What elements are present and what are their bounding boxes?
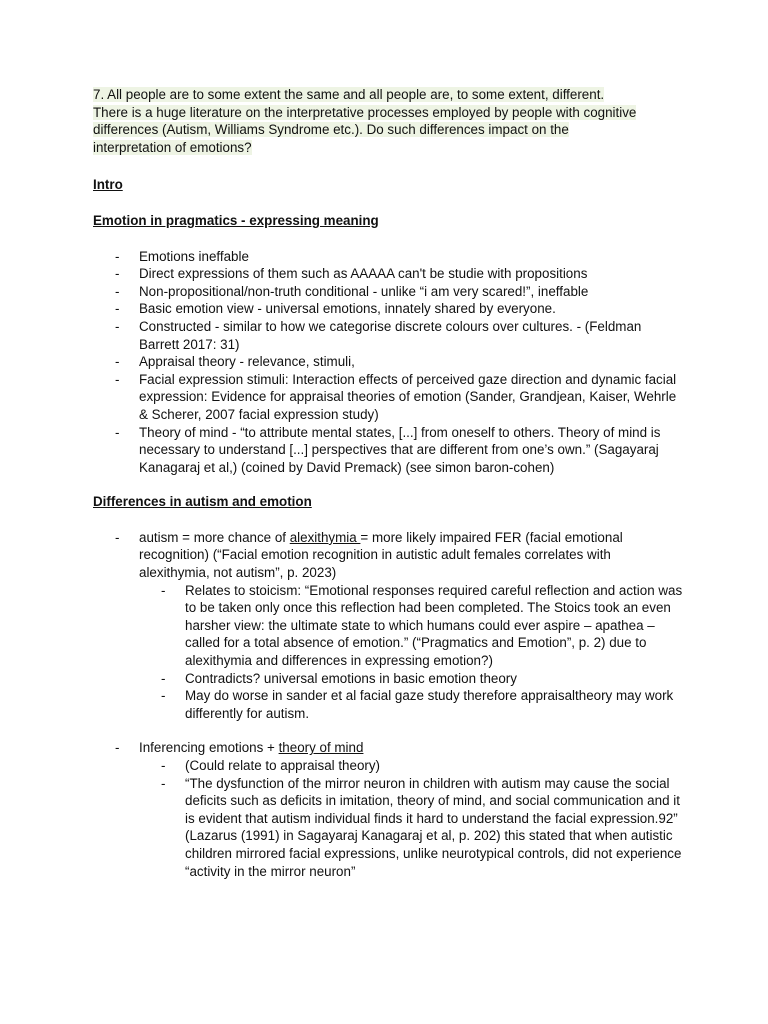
sub-list-item: - Contradicts? universal emotions in basic emotion theory [139,670,683,688]
question-paragraph [93,86,683,156]
question-line: interpretation of emotions? [93,139,252,155]
autism-sublist [139,582,683,723]
pragmatics-list [93,248,683,477]
sub-list-item: - May do worse in sander et al facial gaze study therefore appraisaltheory may work differently for autism. [139,687,683,722]
list-item: - Emotions ineffable [93,248,683,266]
question-line: 7. All people are to some extent the same and all people are, to some extent, different. [93,87,605,102]
sub-list-item: - (Could relate to appraisal theory) [139,757,683,775]
list-item-autism [93,529,683,723]
list-item: - Facial expression stimuli: Interaction effects of perceived gaze direction and dynamic facial expression: Evidence for appraisal theories of emotion (Sander, Grandjean, Kaiser, Wehrle & Scherer, 2007 facial expression study) [93,371,683,424]
list-item: - Theory of mind - “to attribute mental states, [...] from oneself to others. Theory of mind is necessary to understand [...] perspectives that are different from one’s own.” (Sagayaraj Kanagaraj et al,) (coined by David Premack) (see simon baron-cohen) [93,424,683,477]
inferencing-sublist [139,757,683,880]
list-item: - Appraisal theory - relevance, stimuli, [93,353,683,371]
question-line: There is a huge literature on the interpretative processes employed by people with cognitive [93,104,637,120]
theory-of-mind-link[interactable]: theory of mind [278,740,364,756]
list-item-inferencing [93,739,683,880]
section-heading-autism: Differences in autism and emotion [93,494,312,510]
alexithymia-link[interactable]: alexithymia [289,529,361,545]
autism-list [93,529,683,880]
intro-heading: Intro [93,177,123,193]
inferencing-text-pre: Inferencing emotions + [139,740,279,756]
autism-text-post: = more likely impaired FER (facial emotional recognition) (“Facial emotion recognition in autistic adult females correlates with alexithymia, not autism”, p. 2023) [139,529,623,581]
list-item: - Direct expressions of them such as AAAAA can't be studie with propositions [93,265,683,283]
section-heading-pragmatics: Emotion in pragmatics - expressing meaning [93,212,379,228]
sub-list-item: - Relates to stoicism: “Emotional responses required careful reflection and action was to be taken only once this reflection had been completed. The Stoics took an even harsher view: the ultimate state to which humans could ever aspire – apathea – called for a total absence of emotion.” (“Pragmatics and Emotion”, p. 2) due to alexithymia and differences in expressing emotion?) [139,582,683,670]
list-item: - Constructed - similar to how we categorise discrete colours over cultures. - (Feldman Barrett 2017: 31) [93,318,683,353]
sub-list-item: - “The dysfunction of the mirror neuron in children with autism may cause the social deficits such as deficits in imitation, theory of mind, and social communication and it is evident that autism individual finds it hard to understand the facial expression.92” (Lazarus (1991) in Sagayaraj Kanagaraj et al, p. 202) this stated that when autistic children mirrored facial expressions, unlike neurotypical controls, did not experience “activity in the mirror neuron” [139,775,683,881]
spacer [93,722,683,739]
document-page [93,86,683,897]
list-item: - Basic emotion view - universal emotions, innately shared by everyone. [93,300,683,318]
autism-text-pre: autism = more chance of [139,529,290,545]
question-line: differences (Autism, Williams Syndrome etc.). Do such differences impact on the [93,122,569,138]
list-item: - Non-propositional/non-truth conditional - unlike “i am very scared!”, ineffable [93,283,683,301]
